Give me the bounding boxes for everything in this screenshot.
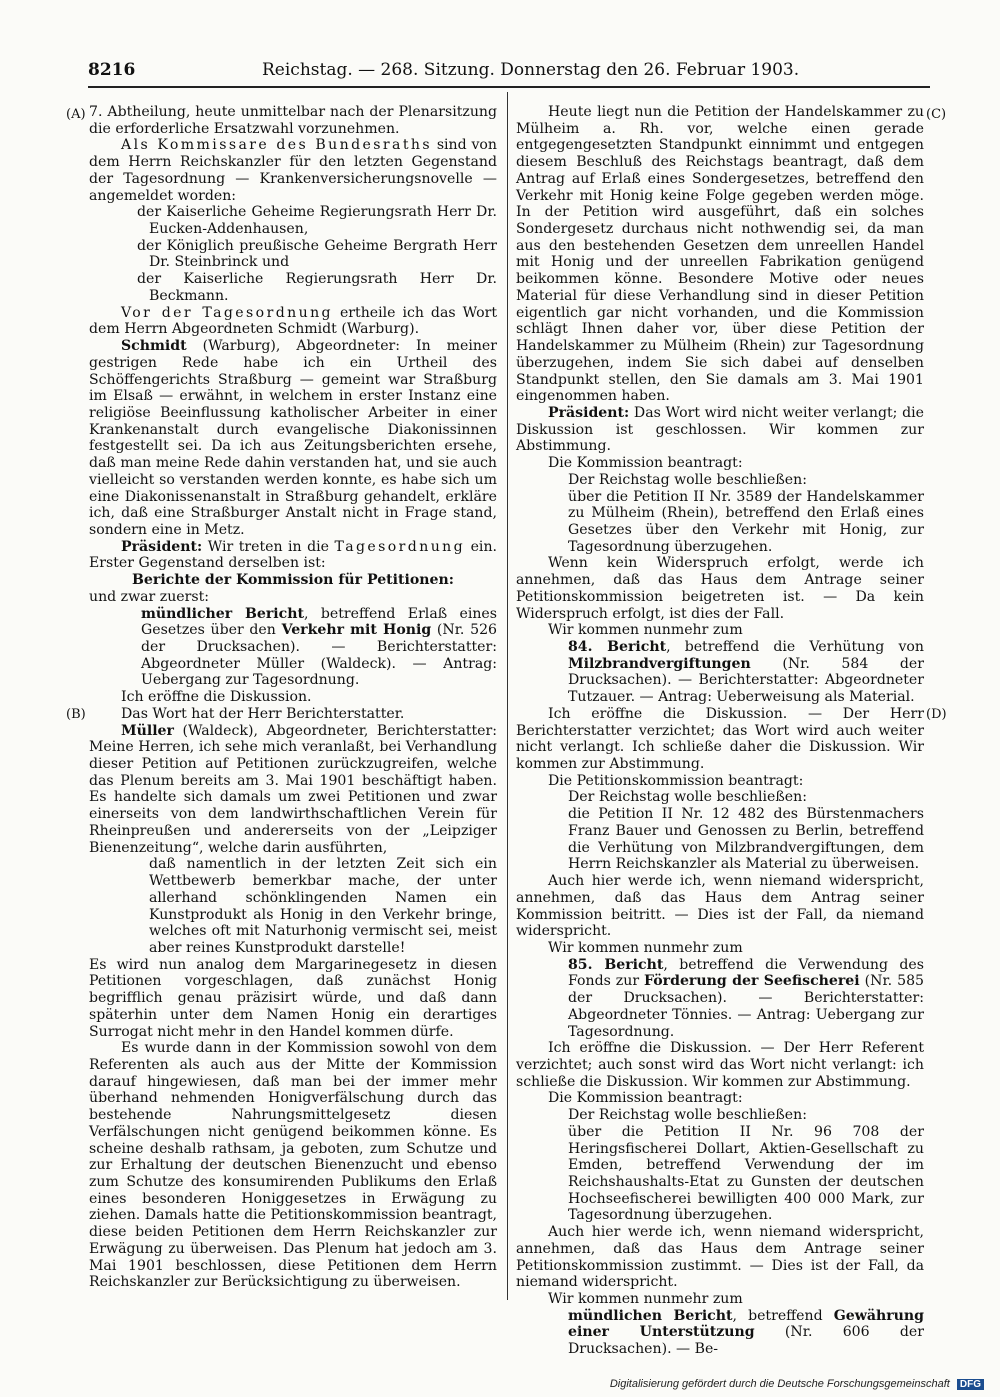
- text-run: Präsident:: [121, 538, 203, 555]
- text-run: Der Reichstag wolle beschließen:: [568, 471, 807, 488]
- text-run: (Nr. 584 der Drucksachen). — Berichterstatter: Abgeordneter Tutzauer. — Antrag: Ueberweisung als Material.: [568, 655, 924, 706]
- paragraph: [516, 555, 924, 622]
- text-run: der Kaiserliche Regierungsrath Herr Dr. Beckmann.: [137, 271, 497, 304]
- text-run: (Waldeck), Abgeordneter, Berichterstatter: Meine Herren, ich sehe mich veranlaßt, bei Verhandlung dieser Petition auf Petitionen zurückzugreifen, welche das Plenum bereits am 3. Mai 1901 beschäftigt haben. Es handelte sich damals um zwei Petitionen und zwar einerseits von dem landwirthschaftlichen Verein für Rheinpreußen und andererseits von der „Leipziger Bienenzeitung“, welche darin ausführten,: [89, 722, 497, 856]
- paragraph: [89, 338, 497, 539]
- text-run: Präsident:: [548, 404, 630, 421]
- text-run: Ich eröffne die Diskussion.: [121, 689, 312, 706]
- paragraph: [516, 1107, 924, 1124]
- text-run: Wir kommen nunmehr zum: [548, 939, 743, 956]
- paragraph: [516, 639, 924, 706]
- right-column: [516, 104, 924, 1358]
- text-run: (Warburg), Abgeordneter: In meiner gestrigen Rede habe ich ein Urtheil des Schöffengerichts Straßburg — gemeint war Straßburg im Elsaß — erwähnt, in welchem in erster Instanz eine religiöse Beeinflussung katholischer Arbeiter in einer Krankenanstalt durch evangelische Diakonissinnen festgestellt sei. Da ich aus Zeitungsberichten ersehe, daß man meine Rede dahin verstanden hat, und sie auch vielleicht so verstanden werden konnte, es habe sich um eine Diakonissenanstalt in Straßburg gehandelt, erkläre ich, daß eine Straßburger Anstalt nicht in Frage stand, sondern eine in Metz.: [89, 338, 497, 538]
- text-run: Berichte der Kommission für Petitionen:: [132, 572, 454, 589]
- text-run: der Kaiserliche Geheime Regierungsrath Herr Dr. Eucken-Addenhausen,: [137, 204, 497, 238]
- paragraph: [89, 723, 497, 857]
- text-run: Ich eröffne die Diskussion. — Der Herr Referent verzichtet; auch sonst wird das Wort nicht verlangt: ich schließe die Diskussion. Wir kommen zur Abstimmung.: [516, 1040, 924, 1090]
- text-run: ein. Erster Gegenstand derselben ist:: [89, 538, 497, 572]
- column-divider: [507, 92, 508, 1300]
- paragraph: [516, 873, 924, 940]
- paragraph: [89, 539, 497, 572]
- text-run: Vor der Tagesordnung: [121, 304, 333, 321]
- text-run: die Petition II Nr. 12 482 des Bürstenmachers Franz Bauer und Genossen zu Berlin, betreffend die Verhütung von Milzbrandvergiftungen, dem Herrn Reichskanzler als Material zu überweisen.: [568, 806, 924, 873]
- paragraph: [516, 1124, 924, 1224]
- paragraph: [89, 305, 497, 338]
- text-run: der Königlich preußische Geheime Bergrath Herr Dr. Steinbrinck und: [137, 237, 497, 271]
- text-run: Die Kommission beantragt:: [548, 1090, 743, 1107]
- text-run: 7. Abtheilung, heute unmittelbar nach der Plenarsitzung die erforderliche Ersatzwahl vorzunehmen.: [89, 104, 497, 137]
- text-run: 85. Bericht: [568, 956, 664, 973]
- paragraph: [516, 455, 924, 472]
- paragraph: [516, 940, 924, 957]
- margin-mark-c: (C): [926, 107, 947, 122]
- text-run: Wenn kein Widerspruch erfolgt, werde ich annehmen, daß das Haus dem Antrage seiner Petitionskommission beigetreten ist. — Da kein Widerspruch erfolgt, ist dies der Fall.: [516, 555, 924, 622]
- text-run: 84. Bericht: [568, 639, 667, 655]
- paragraph: [516, 957, 924, 1041]
- text-run: Die Kommission beantragt:: [548, 455, 743, 472]
- header-title: Reichstag. — 268. Sitzung. Donnerstag den 26. Februar 1903.: [262, 60, 800, 80]
- text-run: Wir kommen nunmehr zum: [548, 622, 743, 639]
- text-run: , betreffend: [732, 1307, 834, 1324]
- paragraph: [516, 1291, 924, 1308]
- text-run: Verkehr mit Honig: [281, 622, 432, 639]
- paragraph: [516, 1090, 924, 1107]
- paragraph: [89, 689, 497, 706]
- paragraph: [516, 789, 924, 806]
- text-run: Wir treten in die: [202, 538, 335, 555]
- running-header: [88, 60, 930, 82]
- paragraph: [516, 405, 924, 455]
- header-rule: [88, 86, 930, 88]
- text-run: Heute liegt nun die Petition der Handelskammer zu Mülheim a. Rh. vor, welche einen gerade entgegengesetzten Standpunkt einnimmt und entgegen diesem Beschluß des Reichstags beantragt, daß dem Antrag auf Erlaß eines Sondergesetzes, betreffend den Verkehr mit Honig keine Folge gegeben werden möge. In der Petition wird ausgeführt, daß ein solches Sondergesetz durchaus nicht nothwendig sei, da man aus den bestehenden Gesetzen dem unreellen Handel mit Honig und der unreellen Fabrikation genügend beikommen könne. Besondere Motive oder neues Material für diese Verhandlung sind in dieser Petition eigentlich gar nicht vorhanden, und die Kommission schlägt Ihnen daher vor, über diese Petition der Handelskammer zu Mülheim (Rhein) zur Tagesordnung überzugehen, indem Sie sich dabei auf denselben Standpunkt stellen, den Sie damals am 3. Mai 1901 eingenommen haben.: [516, 104, 924, 405]
- text-run: (Nr. 585 der Drucksachen). — Berichterstatter: Abgeordneter Tönnies. — Antrag: Uebergang zur Tagesordnung.: [568, 973, 924, 1040]
- text-run: Ich eröffne die Diskussion. — Der Herr Berichterstatter verzichtet; das Wort wird auch weiter nicht verlangt. Ich schließe daher die Diskussion. Wir kommen zur Abstimmung.: [516, 705, 924, 773]
- text-run: Die Petitionskommission beantragt:: [548, 772, 804, 789]
- text-run: Müller: [121, 722, 174, 739]
- text-run: Wir kommen nunmehr zum: [548, 1291, 743, 1308]
- text-run: Auch hier werde ich, wenn niemand widerspricht, annehmen, daß das Haus dem Antrage seiner Petitionskommission zustimmt. — Dies ist der Fall, da niemand widerspricht.: [516, 1224, 924, 1291]
- paragraph: [89, 957, 497, 1041]
- text-run: Schmidt: [121, 338, 187, 355]
- paragraph: [89, 137, 497, 204]
- paragraph: [89, 271, 497, 304]
- text-run: , betreffend die Verwendung des Fonds zur: [568, 956, 924, 990]
- text-run: Der Reichstag wolle beschließen:: [568, 789, 807, 806]
- paragraph: [89, 104, 497, 137]
- text-run: (Nr. 526 der Drucksachen). — Berichterstatter: Abgeordneter Müller (Waldeck). — Antrag: Uebergang zur Tagesordnung.: [141, 622, 497, 689]
- text-run: mündlicher Bericht: [141, 605, 304, 622]
- text-run: Das Wort wird nicht weiter verlangt; die Diskussion ist geschlossen. Wir kommen zur Abstimmung.: [516, 404, 924, 455]
- text-run: Es wird nun analog dem Margarinegesetz in diesen Petitionen vorgeschlagen, daß zunächst Honig begrifflich genau präzisirt würde, und daß dann späterhin unter dem Namen Honig ein derartiges Surrogat nicht mehr in den Handel kommen dürfe.: [89, 956, 497, 1040]
- text-run: daß namentlich in der letzten Zeit sich ein Wettbewerb bemerkbar mache, der unter allerhand schönklingenden Namen ein Kunstprodukt als Honig in den Verkehr bringe, welches oft mit Naturhonig vermischt sei, meist aber reines Kunstprodukt darstelle!: [149, 856, 497, 956]
- dfg-logo: DFG: [957, 1379, 984, 1390]
- page-number: 8216: [88, 60, 136, 80]
- text-run: und zwar zuerst:: [89, 588, 209, 605]
- footer-credit: [610, 1378, 984, 1390]
- margin-mark-a: (A): [66, 107, 86, 122]
- paragraph: [516, 1308, 924, 1358]
- text-run: Förderung der Seefischerei: [644, 973, 860, 990]
- paragraph: [516, 104, 924, 405]
- text-run: ertheile ich das Wort dem Herrn Abgeordneten Schmidt (Warburg).: [89, 304, 497, 338]
- footer-text: Digitalisierung gefördert durch die Deutsche Forschungsgemeinschaft: [609, 1378, 950, 1390]
- margin-mark-b: (B): [66, 707, 86, 722]
- text-run: sind von dem Herrn Reichskanzler für den letzten Gegenstand der Tagesordnung — Krankenversicherungsnovelle — angemeldet worden:: [89, 137, 497, 204]
- paragraph: [516, 472, 924, 489]
- paragraph: [89, 706, 497, 723]
- text-run: Der Reichstag wolle beschließen:: [568, 1107, 807, 1124]
- paragraph: [89, 856, 497, 956]
- text-run: Das Wort hat der Herr Berichterstatter.: [121, 705, 405, 722]
- text-run: (Nr. 606 der Drucksachen). — Be-: [568, 1324, 924, 1358]
- paragraph: [89, 204, 497, 237]
- paragraph: [89, 606, 497, 690]
- paragraph: [516, 806, 924, 873]
- text-run: Milzbrandvergiftungen: [568, 655, 751, 672]
- margin-mark-d: (D): [926, 707, 947, 722]
- text-run: über die Petition II Nr. 96 708 der Heringsfischerei Dollart, Aktien-Gesellschaft zu Emden, betreffend Verwendung der im Reichshaushalts-Etat zu Gunsten der deutschen Hochseefischerei bewilligten 400 000 Mark, zur Tagesordnung überzugehen.: [568, 1123, 924, 1224]
- paragraph: [516, 1224, 924, 1291]
- paragraph: [516, 773, 924, 790]
- text-run: , betreffend Erlaß eines Gesetzes über den: [141, 605, 498, 639]
- paragraph: [89, 589, 497, 606]
- left-column: [89, 104, 497, 1314]
- paragraph: [516, 1040, 924, 1090]
- paragraph: [89, 1040, 497, 1291]
- text-run: Es wurde dann in der Kommission sowohl von dem Referenten als auch aus der Mitte der Kommission darauf hingewiesen, daß man bei der immer mehr überhand nehmenden Honigverfälschung durch das bestehende Nahrungsmittelgesetz diesen Verfälschungen nicht genügend beikommen könne. Es scheine deshalb rathsam, ja geboten, zum Schutze und zur Erhaltung der deutschen Bienenzucht und ebenso zum Schutze des konsumirenden Publikums den Erlaß eines besonderen Honiggesetzes in Erwägung zu ziehen. Damals hatte die Petitionskommission beantragt, diese beiden Petitionen dem Herrn Reichskanzler zur Erwägung zu überweisen. Das Plenum hat jedoch am 3. Mai 1901 beschlossen, diese Petitionen dem Herrn Reichskanzler zur Berücksichtigung zu überweisen.: [89, 1040, 497, 1291]
- paragraph: [89, 572, 497, 589]
- paragraph: [89, 238, 497, 271]
- paragraph: [516, 622, 924, 639]
- text-run: Auch hier werde ich, wenn niemand widerspricht, annehmen, daß das Haus dem Antrag seiner Kommission beitritt. — Dies ist der Fall, da niemand widerspricht.: [516, 873, 924, 940]
- text-run: Gewährung einer Unterstützung: [568, 1307, 924, 1341]
- text-run: über die Petition II Nr. 3589 der Handelskammer zu Mülheim (Rhein), betreffend den Erlaß eines Gesetzes über den Verkehr mit Honig, zur Tagesordnung überzugehen.: [568, 488, 924, 555]
- text-run: Als Kommissare des Bundesraths: [121, 137, 432, 154]
- text-run: mündlichen Bericht: [568, 1307, 733, 1324]
- paragraph: [516, 706, 924, 773]
- paragraph: [516, 489, 924, 556]
- text-run: , betreffend die Verhütung von: [666, 639, 924, 655]
- text-run: Tagesordnung: [334, 538, 466, 555]
